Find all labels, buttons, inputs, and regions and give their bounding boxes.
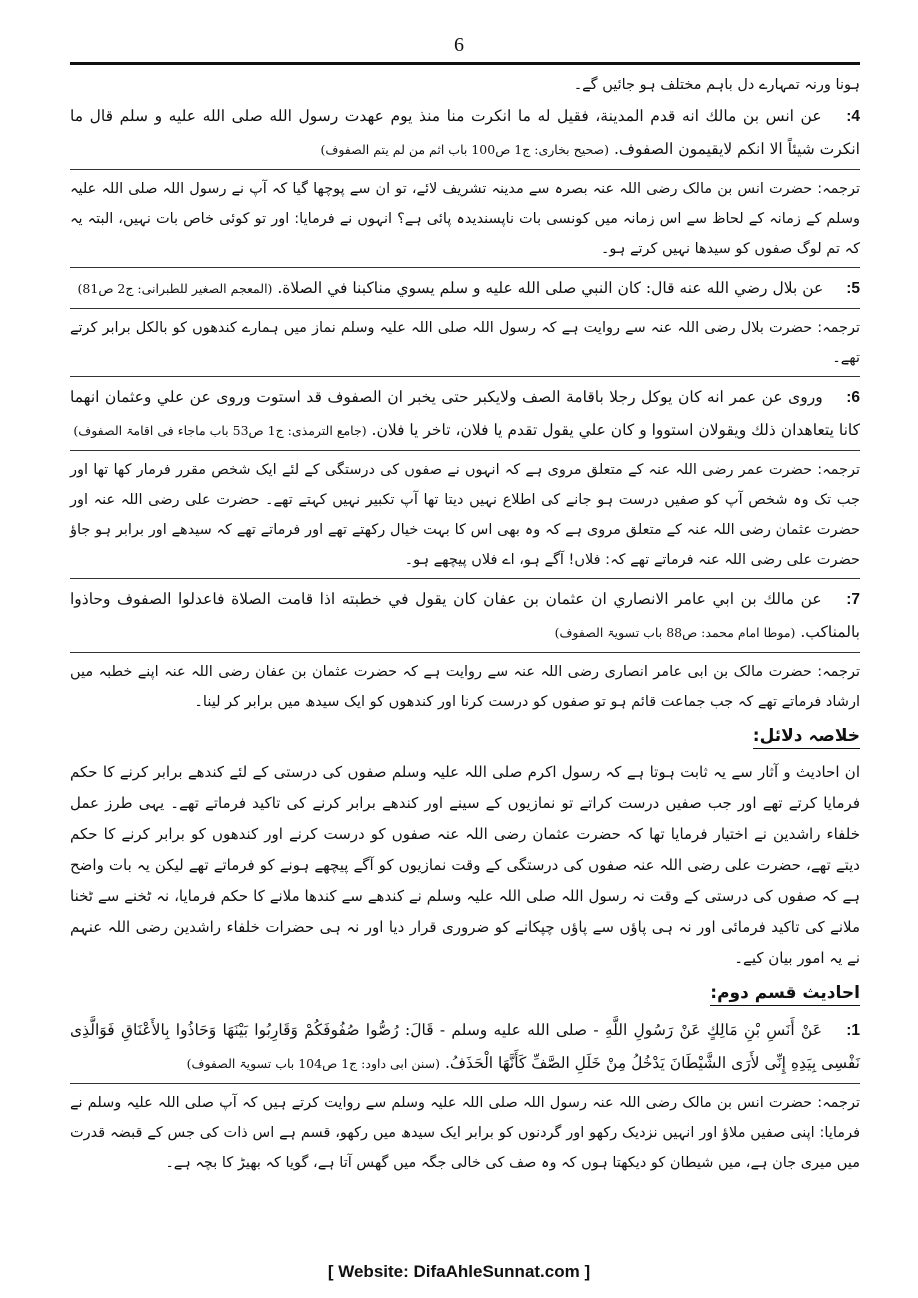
page-number: 6 bbox=[454, 34, 464, 56]
hadith-number: 1: bbox=[846, 1022, 860, 1039]
divider bbox=[70, 578, 860, 579]
divider bbox=[70, 308, 860, 309]
section-2-hadith-1 bbox=[70, 1014, 860, 1080]
hadith-text: عَنْ أَنَسِ بْنِ مَالِكٍ عَنْ رَسُولِ اللَّهِ - صلى الله عليه وسلم - قَالَ: رُصُّوا صُفُوفَكُمْ وَقَارِبُوا بَيْنَهَا وَحَاذُوا بِالأَعْنَاقِ فَوَالَّذِى نَفْسِى بِيَدِهِ إِنِّى لأَرَى الشَّيْطَانَ يَدْخُلُ مِنْ خَلَلِ الصَّفِّ كَأَنَّهَا الْحَذَفُ. bbox=[70, 1021, 860, 1072]
hadith-reference: (المعجم الصغیر للطبرانی: ج2 ص81) bbox=[77, 281, 273, 296]
hadith-7-translation: ترجمہ: حضرت مالک بن ابی عامر انصاری رضی اللہ عنہ سے روایت ہے کہ حضرت عثمان بن عفان رضی اللہ عنہ اپنے خطبہ میں ارشاد فرماتے تھے کہ جب جماعت قائم ہو تو صفوں کو درست کرنا اور کندھوں کو ایک سیدھ میں برابر کر لینا۔ bbox=[70, 664, 860, 710]
hadith-number: 4: bbox=[846, 108, 860, 125]
divider bbox=[70, 450, 860, 451]
hadith-reference: (موطا امام محمد: ص88 باب تسویۃ الصفوف) bbox=[554, 625, 796, 640]
hadith-text: وروی عن عمر انه كان يوكل رجلا باقامة الصف ولايكبر حتى يخبر ان الصفوف قد استوت وروی عن علي وعثمان انهما كانا يتعاهدان ذلك ويقولان استووا و كان علي يقول تقدم يا فلان، تاخر يا فلان. bbox=[70, 388, 860, 439]
section-2-heading: احادیث قسم دوم: bbox=[70, 976, 860, 1010]
divider bbox=[70, 1083, 860, 1084]
hadith-7 bbox=[70, 583, 860, 649]
divider bbox=[70, 376, 860, 377]
website-footer: [ Website: DifaAhleSunnat.com ] bbox=[327, 1262, 591, 1281]
section-2-hadith-1-translation: ترجمہ: حضرت انس بن مالک رضی اللہ عنہ رسول اللہ صلی اللہ علیہ وسلم سے روایت کرتے ہیں کہ آپ صلی اللہ علیہ وسلم نے فرمایا: اپنی صفیں ملاؤ اور انہیں نزدیک رکھو اور گردنوں کو برابر ایک سیدھ میں رکھو، قسم ہے اس ذات کی جس کے قبضہ قدرت میں میری جان ہے، میں شیطان کو دیکھتا ہوں کہ وہ صف کی خالی جگہ میں گھس آتا ہے، گویا کہ بھیڑ کا بچہ ہے۔ bbox=[70, 1095, 860, 1171]
divider bbox=[70, 267, 860, 268]
hadith-6-translation: ترجمہ: حضرت عمر رضی اللہ عنہ کے متعلق مروی ہے کہ انہوں نے صفوں کی درستگی کے لئے ایک شخص مقرر فرمار کھا تھا اور جب تک وہ شخص آپ کو صفیں درست ہو جانے کی اطلاع نہیں دیتا تھا آپ تکبیر نہیں کہتے تھے۔ حضرت علی رضی اللہ عنہ اور حضرت عثمان رضی اللہ عنہ کے متعلق مروی ہے کہ وہ بھی اس کا بہت خیال رکھتے تھے اور فرماتے تھے کہ سیدھے اور برابر ہو جاؤ حضرت علی رضی اللہ عنہ فرماتے تھے کہ: فلاں! آگے ہو، اے فلاں پیچھے ہو۔ bbox=[70, 462, 860, 568]
top-rule bbox=[70, 62, 860, 65]
hadith-text: عن انس بن مالك انه قدم المدينة، فقيل له ما انكرت منا منذ يوم عهدت رسول الله صلى الله عليه و سلم قال ما انكرت شيئاً الا انكم لايقيمون الصفوف. bbox=[70, 107, 860, 158]
hadith-5 bbox=[70, 272, 860, 305]
divider bbox=[70, 652, 860, 653]
hadith-4 bbox=[70, 100, 860, 166]
hadith-reference: (جامع الترمذی: ج1 ص53 باب ماجاء فی اقامۃ الصفوف) bbox=[73, 423, 367, 438]
hadith-text: عن بلال رضي الله عنه قال: كان النبي صلى الله عليه و سلم يسوي مناكبنا في الصلاة. bbox=[277, 279, 824, 297]
summary-text: ان احادیث و آثار سے یہ ثابت ہوتا ہے کہ رسول اکرم صلی اللہ علیہ وسلم صفوں کی درستی کے لئے کندھے برابر کرنے کا حکم فرمایا کرتے تھے اور جب صفیں درست کراتے تو نمازیوں کے سینے اور کندھے برابر کرنے کی تاکید فرماتے تھے۔ یہی طرز عمل خلفاء راشدین نے اختیار فرمایا تھا کہ حضرت عثمان رضی اللہ عنہ صفوں کو درست کرنے اور کندھوں کو برابر کرنے کا حکم دیتے تھے، حضرت علی رضی اللہ عنہ صفوں کی درستگی کے وقت نمازیوں کو آگے پیچھے ہونے کو فرماتے تھے لیکن یہ بات واضح ہے کہ صفوں کی درستی کے وقت نہ رسول اللہ صلی اللہ علیہ وسلم نے کندھے سے کندھا ملانے کا حکم فرمایا، نہ ٹخنے سے ٹخنا ملانے کی تاکید فرمائی اور نہ ہی پاؤں سے پاؤں چپکانے کو ضروری قرار دیا اور نہ ہی حضرات خلفاء راشدین رضی اللہ عنہم نے یہ امور بیان کیے۔ bbox=[70, 763, 860, 967]
intro-line: ہونا ورنہ تمہارے دل باہم مختلف ہو جائیں گے۔ bbox=[573, 77, 860, 93]
hadith-text: عن مالك بن ابي عامر الانصاري ان عثمان بن عفان كان يقول في خطبته اذا قامت الصلاة فاعدلوا الصفوف وحاذوا بالمناكب. bbox=[70, 590, 860, 641]
summary-heading: خلاصہ دلائل: bbox=[70, 719, 860, 753]
hadith-number: 6: bbox=[846, 389, 860, 406]
divider bbox=[70, 169, 860, 170]
page-content bbox=[70, 70, 860, 1178]
hadith-reference: (صحیح بخاری: ج1 ص100 باب اثم من لم یتم الصفوف) bbox=[320, 142, 610, 157]
hadith-5-translation: ترجمہ: حضرت بلال رضی اللہ عنہ سے روایت ہے کہ رسول اللہ صلی اللہ علیہ وسلم نماز میں ہمارے کندھوں کو بالکل برابر کرتے تھے۔ bbox=[70, 320, 860, 366]
hadith-4-translation: ترجمہ: حضرت انس بن مالک رضی اللہ عنہ بصرہ سے مدینہ تشریف لائے، تو ان سے پوچھا گیا کہ آپ نے رسول اللہ صلی اللہ علیہ وسلم کے زمانہ کے لحاظ سے اس زمانہ میں کونسی بات ناپسندیدہ پائی ہے؟ انہوں نے فرمایا: اور تو کوئی خاص بات نہیں، البتہ یہ کہ تم لوگ صفوں کو سیدھا نہیں کرتے ہو۔ bbox=[70, 181, 860, 257]
hadith-number: 7: bbox=[846, 591, 861, 608]
hadith-reference: (سنن ابی داود: ج1 ص104 باب تسویۃ الصفوف) bbox=[186, 1056, 440, 1071]
hadith-6 bbox=[70, 381, 860, 447]
hadith-number: 5: bbox=[846, 280, 860, 297]
